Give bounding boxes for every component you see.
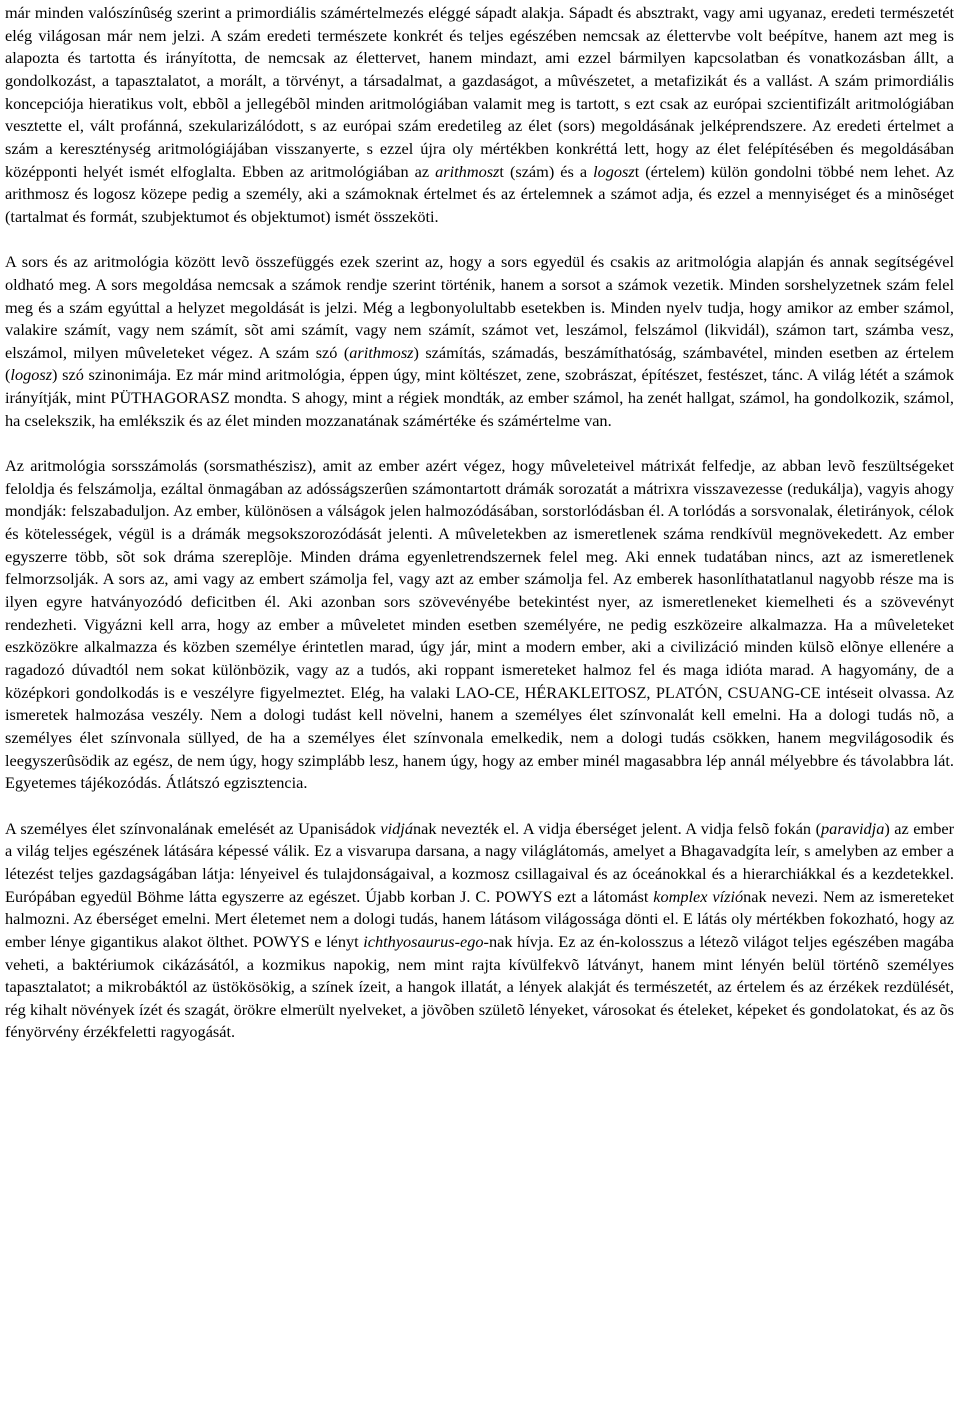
italic-term: arithmosz [435, 161, 500, 181]
paragraph-4 [5, 818, 954, 1045]
italic-term: logosz [10, 365, 53, 385]
text-run: -nak hívja. Ez az én-kolosszus a létezõ világot teljes egészében magába veheti, a baktériumok cikázásától, a kozmikus napokig, nem mint rajta kívülfekvõ látványt, hanem mint lényén belül történõ személyes tapasztalatot; a mikrobáktól az üstökösökig, a színek ízeit, a hangok illatát, a lények alakját és természetét, az értelem és az érzékek rezdülését, rég kihalt növények ízét és szagát, örökre elmerült nyelveket, a jövõben születõ lényeket, városokat és ételeket, képeket és gondolatokat, és az õs fényörvény érzékfeletti ragyogását. [5, 931, 954, 1042]
italic-term: vidjá [380, 818, 413, 838]
text-run: t (értelem) külön gondolni többé nem lehet. Az arithmosz és logosz közepe pedig a személy, aki a számoknak értelmet és az értelemnek a számot adja, és ezzel a mennyiséget és a minõséget (tartalmat és formát, szubjektumot és objektumot) ismét összeköti. [5, 161, 954, 226]
text-run: Az aritmológia sorsszámolás (sorsmathészisz), amit az ember azért végez, hogy mûveleteivel mátrixát felfedje, az abban levõ feszültségeket feloldja és felszámolja, ezáltal önmagában az adósságszerûen számontartott drámák sorozatát a mátrixra visszavezesse (redukálja), vagyis ahogy mondják: felszabaduljon. Az ember, különösen a válságok jelen halmozódásában, sorstorlódásban él. A torlódás a sorsvonalak, életirányok, célok és kötelességek, végül is a drámák megsokszorozódását jelenti. A mûveletekben az ismeretlenek száma rendkívül megnövekedett. Az ember egyszerre több, sõt sok dráma szereplõje. Minden dráma egyenletrendszernek felel meg. Aki ennek tudatában nincs, azt az ismeretlenek felmorzsolják. A sors az, ami vagy az embert számolja fel, vagy azt az ember számolja fel. Az emberek hasonlíthatatlanul nagyobb része ma is ilyen egyre hatványozódó deficitben él. Aki azonban sors szövevényébe betekintést nyer, az ismeretleneket kiemelheti és a szövevényt rendezheti. Vigyázni kell arra, hogy az ember a mûveletet minden esetben személyére, ne pedig eszközeire alkalmazza. Ha a mûveleteket eszközökre alkalmazza és közben személye érintetlen marad, úgy jár, mint a modern ember, aki a civilizáció minden külsõ elõnye ellenére a ragadozó dúvadtól nem sokat különbözik, vagy az a tudós, aki roppant ismereteket halmoz fel és maga idióta marad. A hagyomány, de a középkori gondolkodás is e veszélyre figyelmeztet. Elég, ha valaki LAO-CE, HÉRAKLEITOSZ, PLATÓN, CSUANG-CE intéseit olvassa. Az ismeretek halmozása veszély. Nem a dologi tudást kell növelni, hanem a személyes élet színvonalát kell emelni. Ha a dologi tudás nõ, a személyes élet színvonala süllyed, de ha a személyes élet színvonala emelkedik, nem a dologi tudás csökken, hanem megvilágosodik és leegyszerûsödik az egész, de nem úgy, hogy szimplább lesz, hanem úgy, hogy az ember minél magasabbra lép annál mélyebbre és távolabbra lát. Egyetemes tájékozódás. Átlátszó egzisztencia. [5, 456, 954, 793]
italic-term: logosz [593, 161, 635, 181]
italic-term: ichthyosaurus-ego [363, 931, 484, 951]
text-run: t (szám) és a [499, 161, 594, 181]
text-run: ) szó szinonimája. Ez már mind aritmológia, éppen úgy, mint költészet, zene, szobrászat, építészet, festészet, tánc. A világ létét a számok irányítják, mint PÜTHAGORASZ mondta. S ahogy, mint a régiek mondták, az ember számol, ha zenét hallgat, számol, ha gondolkozik, számol, ha cselekszik, ha emlékszik és az élet minden mozzanatának számértéke és számértelme van. [5, 365, 954, 430]
text-run: A személyes élet színvonalának emelését az Upanisádok [5, 818, 381, 838]
text-run: nak nevezték el. A vidja éberséget jelent. A vidja felsõ fokán ( [412, 818, 822, 838]
text-run: ) az ember a világ teljes egészének látására képessé válik. Ez a visvarupa darsana, a nagy világlátomás, amelyet a Bhagavadgíta leír, s amelyben az ember a létezést teljes gazdagságában látja: lényeivel és tulajdonságaival, a kozmosz csillagaival és az óceánokkal és a hierarchiákkal és a kezdetekkel. Európában egyedül Böhme látta egyszerre az egészet. Újabb korban J. C. POWYS ezt a látomást [5, 818, 954, 906]
italic-term: arithmosz [349, 342, 414, 362]
paragraph-1 [5, 2, 954, 229]
text-run: A sors és az aritmológia között levõ összefüggés ezek szerint az, hogy a sors egyedül és csakis az aritmológia alapján és annak segítségével oldható meg. A sors megoldása nemcsak a számok rendje szerint történik, hanem a sorsot a számok vezetik. Minden sorshelyzetnek szám felel meg és a szám egyúttal a helyzet megoldását is jelzi. Még a legbonyolultabb esetekben is. Minden nyelv tudja, hogy amikor az ember számol, valakire számít, vagy nem számít, sõt ami számít, vagy nem számít, számot vet, leszámol, felszámol (likvidál), számon tart, számba vesz, elszámol, milyen mûveleteket végez. A szám szó ( [5, 252, 954, 362]
paragraph-2 [5, 251, 954, 432]
italic-term: komplex vízió [653, 886, 744, 906]
italic-term: paravidja [821, 818, 885, 838]
text-run: nak nevezi. Nem az ismereteket halmozni. Az éberséget emelni. Mert életemet nem a dologi tudás, hanem látásom világossága dönti el. E látás oly mértékben fokozható, hogy az ember lénye gigantikus alakot ölthet. POWYS e lényt [5, 886, 954, 951]
paragraph-3 [5, 455, 954, 795]
text-run: ) számítás, számadás, beszámíthatóság, számbavétel, minden esetben az értelem ( [5, 342, 955, 385]
text-run: már minden valószínûség szerint a primordiális számértelmezés eléggé sápadt alakja. Sápadt és absztrakt, vagy ami ugyanaz, eredeti természetét elég világosan már nem jelzi. A szám eredeti természete konkrét és teljes egészében nemcsak az élettervbe volt beépítve, hanem azt meg is alapozta és tartotta és irányította, de nemcsak az élettervet, hanem mindazt, ami ezzel bármilyen kapcsolatban és vonatkozásban állt, a gondolkozást, a tapasztalatot, a morált, a törvényt, a társadalmat, a gazdaságot, a mûvészetet, a metafizikát és a vallást. A szám primordiális koncepciója hieratikus volt, ebbõl a jellegébõl minden aritmológiában valamit meg is tartott, s ezt csak az európai szcientifizált aritmológiában vesztette el, vált profánná, szekularizálódott, s az európai szám eredetileg az élet (sors) megoldásának jelképrendszere. Az eredeti értelmet a szám a kereszténység aritmológiájában visszanyerte, s ezzel újra oly mértékben konkréttá lett, hogy az élet felépítésében és megoldásában középponti helyét ismét elfoglalta. Ebben az aritmológiában az [5, 3, 954, 181]
